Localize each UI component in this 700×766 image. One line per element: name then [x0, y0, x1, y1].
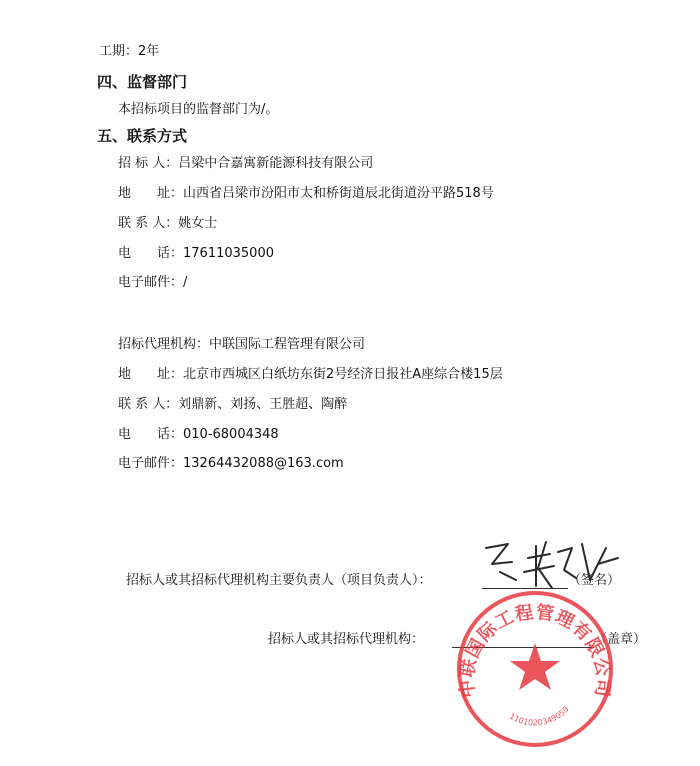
agency-name-label: 招标代理机构： [118, 337, 210, 352]
agency-contact: 刘鼎新、刘扬、王胜超、陶醉 [178, 397, 348, 412]
agency-address: 北京市西城区白纸坊东街2号经济日报社A座综合楼15层 [183, 367, 503, 382]
seal-number: 1101020349059 [507, 704, 571, 728]
agency-phone-label: 电 话： [118, 427, 184, 442]
tenderer-contact-label: 联 系 人： [118, 216, 179, 231]
tenderer-name-row [118, 156, 373, 172]
tenderer-name-label: 招 标 人： [118, 156, 179, 171]
tenderer-phone-row [118, 246, 274, 262]
organization-label: 招标人或其招标代理机构： [268, 632, 425, 647]
tenderer-address-label: 地 址： [118, 186, 184, 201]
seal-company-name: 中联国际工程管理有限公司 [456, 601, 614, 699]
tenderer-email-label: 电子邮件： [118, 275, 184, 290]
section4-heading: 四、监督部门 [97, 73, 188, 91]
tenderer-address-row [118, 186, 494, 202]
seal-suffix: （盖章） [594, 632, 647, 647]
agency-address-label: 地 址： [118, 367, 184, 382]
tenderer-email: / [183, 275, 188, 290]
handwritten-signature [478, 528, 628, 598]
construction-period: 工期：2年 [99, 44, 160, 59]
responsible-person-label: 招标人或其招标代理机构主要负责人（项目负责人）： [126, 573, 432, 588]
tenderer-email-row [118, 275, 187, 291]
tenderer-contact-row [118, 216, 217, 232]
section4-body: 本招标项目的监督部门为/。 [118, 102, 279, 117]
tenderer-address: 山西省吕梁市汾阳市太和桥街道辰北街道汾平路518号 [183, 186, 494, 201]
agency-phone: 010-68004348 [183, 427, 279, 442]
agency-address-row [118, 367, 503, 383]
agency-phone-row [118, 427, 279, 443]
company-seal [455, 589, 615, 749]
agency-contact-row [118, 397, 347, 413]
agency-name: 中联国际工程管理有限公司 [209, 337, 366, 352]
tenderer-contact: 姚女士 [178, 216, 218, 231]
agency-email-label: 电子邮件： [118, 456, 184, 471]
star-icon [510, 643, 560, 690]
section5-heading: 五、联系方式 [97, 127, 188, 145]
agency-name-row [118, 337, 365, 353]
tenderer-phone: 17611035000 [183, 246, 274, 261]
agency-email-row [118, 456, 344, 472]
tenderer-name: 吕梁中合嘉寓新能源科技有限公司 [178, 156, 374, 171]
tenderer-phone-label: 电 话： [118, 246, 184, 261]
agency-email: 13264432088@163.com [183, 456, 344, 471]
agency-contact-label: 联 系 人： [118, 397, 179, 412]
svg-text:1101020349059 [508, 705, 571, 728]
signature-suffix: （签名） [568, 573, 621, 588]
